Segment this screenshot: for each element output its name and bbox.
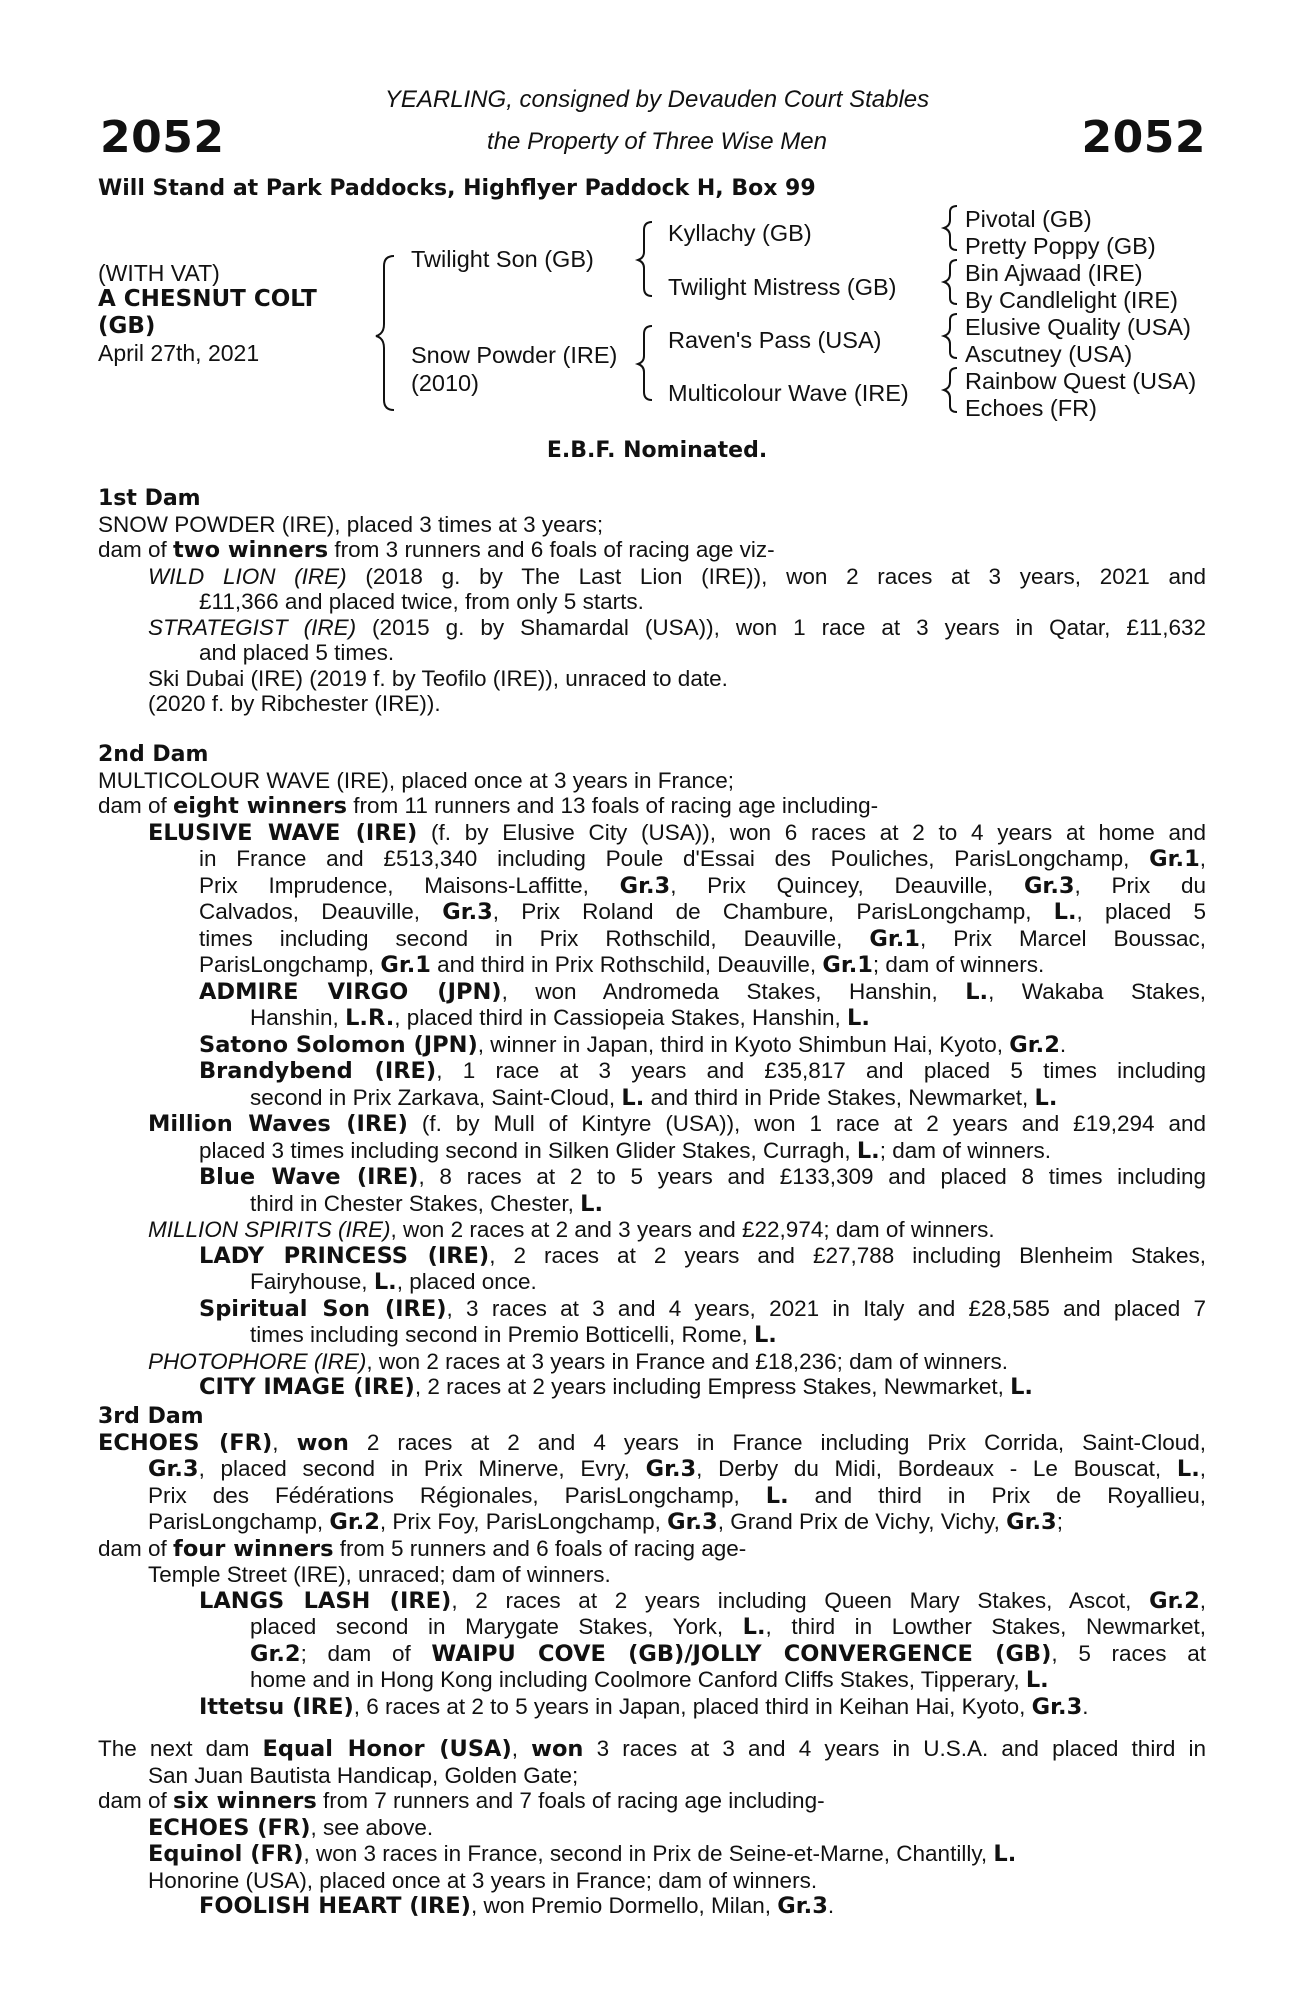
- text-line: [98, 793, 1206, 820]
- text-run: , won Andromeda Stakes, Hanshin,: [501, 978, 966, 1004]
- text-line: [98, 820, 1206, 847]
- text-line: [98, 1243, 1206, 1270]
- text-run: ECHOES (FR): [98, 1429, 273, 1456]
- text-line: [98, 564, 1206, 590]
- text-run: 3 races at 3 and 4 years in U.S.A. and placed third in: [583, 1736, 1206, 1761]
- text-run: Temple Street (IRE), unraced; dam of winners.: [148, 1562, 611, 1587]
- dam: Snow Powder (IRE): [411, 342, 618, 368]
- lot-number-left: 2052: [100, 112, 225, 163]
- text-run: , placed second in Prix Minerve, Evry,: [198, 1456, 646, 1481]
- text-run: , won Premio Dormello, Milan,: [470, 1893, 778, 1918]
- text-run: won: [296, 1429, 349, 1456]
- text-line: [98, 1111, 1206, 1138]
- foaling-date: April 27th, 2021: [98, 340, 260, 366]
- text-run: , 1 race at 3 years and £35,817 and placed 5 times including: [436, 1058, 1206, 1083]
- text-run: L.: [1034, 1084, 1058, 1111]
- text-line: [98, 1349, 1206, 1375]
- second-dam-heading: 2nd Dam: [98, 742, 209, 767]
- consignor-line: YEARLING, consigned by Devauden Court Stables: [384, 86, 930, 113]
- text-run: WAIPU COVE (GB)/JOLLY CONVERGENCE (GB): [431, 1640, 1052, 1667]
- text-run: Satono Solomon (JPN): [199, 1031, 478, 1058]
- text-run: Gr.3: [777, 1893, 828, 1919]
- text-line: [98, 1269, 1206, 1296]
- text-run: L.: [1010, 1374, 1033, 1400]
- text-run: from 11 runners and 13 foals of racing age including-: [347, 793, 879, 818]
- text-run: third in Chester Stakes, Chester,: [250, 1190, 581, 1216]
- sire-sire: Kyllachy (GB): [668, 220, 812, 246]
- text-run: Ittetsu (IRE): [199, 1693, 354, 1720]
- text-line: [98, 1868, 1206, 1894]
- text-run: ADMIRE VIRGO (JPN): [199, 978, 502, 1005]
- text-run: Fairyhouse,: [250, 1269, 374, 1294]
- text-line: [98, 1736, 1206, 1763]
- text-run: L.: [580, 1190, 604, 1217]
- text-line: [98, 537, 1206, 564]
- text-line: [98, 979, 1206, 1006]
- text-run: Gr.3: [619, 872, 671, 899]
- text-line: [98, 873, 1206, 900]
- text-run: FOOLISH HEART (IRE): [199, 1893, 471, 1919]
- text-run: times including second in Prix Rothschild, Deauville,: [199, 925, 870, 951]
- horse-name-country: (GB): [98, 313, 156, 339]
- text-run: L.: [1025, 1667, 1049, 1693]
- text-run: Gr.3: [667, 1509, 718, 1535]
- text-run: Calvados, Deauville,: [199, 899, 443, 924]
- text-run: , 2 races at 2 years including Queen Mary Stakes, Ascot,: [451, 1587, 1150, 1613]
- text-run: L.: [1053, 899, 1077, 925]
- text-run: (2015 g. by Shamardal (USA)), won 1 race at 3 years in Qatar, £11,632: [356, 614, 1206, 640]
- text-run: dam of: [98, 1788, 174, 1813]
- text-line: [98, 691, 1206, 717]
- text-line: [98, 1815, 1206, 1842]
- text-line: [98, 1456, 1206, 1483]
- text-run: , won 2 races at 2 and 3 years and £22,974; dam of winners.: [390, 1217, 995, 1242]
- text-run: L.R.: [345, 1005, 395, 1031]
- text-run: and third in Pride Stakes, Newmarket,: [644, 1084, 1035, 1110]
- text-run: (2020 f. by Ribchester (IRE)).: [148, 691, 441, 716]
- text-run: Gr.2: [329, 1509, 380, 1535]
- text-run: The next dam: [98, 1736, 263, 1761]
- text-run: ,: [1199, 846, 1206, 871]
- text-line: [98, 666, 1206, 692]
- text-line: [98, 1788, 1206, 1815]
- text-run: from 5 runners and 6 foals of racing age-: [333, 1535, 747, 1561]
- third-dam-section: [98, 1404, 1206, 1720]
- text-run: four winners: [173, 1535, 334, 1562]
- text-line: [98, 1005, 1206, 1032]
- text-line: [98, 1562, 1206, 1588]
- text-run: , 8 races at 2 to 5 years and £133,309 and placed 8 times including: [418, 1164, 1206, 1189]
- text-run: Honorine (USA), placed once at 3 years in France; dam of winners.: [148, 1867, 818, 1893]
- text-line: [98, 1763, 1206, 1789]
- first-dam-section: [98, 486, 1206, 717]
- text-run: two winners: [173, 537, 329, 563]
- next-dam-section: [98, 1736, 1206, 1920]
- text-run: .: [1082, 1693, 1089, 1719]
- text-run: , Prix du: [1074, 872, 1206, 898]
- text-line: [98, 1483, 1206, 1510]
- text-line: [98, 512, 1206, 538]
- text-line: [98, 1322, 1206, 1349]
- text-run: ; dam of: [300, 1640, 432, 1666]
- text-line: [98, 846, 1206, 873]
- text-run: CITY IMAGE (IRE): [199, 1374, 415, 1400]
- text-line: [98, 1374, 1206, 1401]
- text-run: and third in Prix de Royallieu,: [788, 1482, 1207, 1508]
- text-run: from 7 runners and 7 foals of racing age including-: [316, 1788, 825, 1813]
- third-dam-heading: 3rd Dam: [98, 1404, 204, 1429]
- text-run: 2 races at 2 and 4 years in France including Prix Corrida, Saint-Cloud,: [348, 1429, 1206, 1455]
- text-run: ParisLongchamp,: [148, 1509, 330, 1534]
- text-run: Gr.1: [380, 952, 431, 978]
- text-line: [98, 1588, 1206, 1615]
- dam-dam: Multicolour Wave (IRE): [668, 380, 909, 406]
- text-run: Gr.3: [645, 1456, 697, 1482]
- text-run: second in Prix Zarkava, Saint-Cloud,: [250, 1084, 622, 1110]
- text-run: , placed third in Cassiopeia Stakes, Hanshin,: [394, 1005, 847, 1030]
- text-line: [98, 1191, 1206, 1218]
- text-run: Million Waves (IRE): [148, 1111, 408, 1137]
- text-run: dam of: [98, 793, 174, 818]
- text-run: , 2 races at 2 years and £27,788 including Blenheim Stakes,: [489, 1242, 1206, 1268]
- text-run: , 5 races at: [1051, 1640, 1206, 1666]
- first-dam-heading: 1st Dam: [98, 486, 201, 511]
- text-line: [98, 1085, 1206, 1112]
- text-line: [98, 640, 1206, 666]
- text-run: L.: [847, 1005, 870, 1031]
- text-run: from 3 runners and 6 foals of racing age viz-: [328, 537, 775, 562]
- property-line: the Property of Three Wise Men: [487, 128, 827, 155]
- text-line: [98, 952, 1206, 979]
- text-run: ; dam of winners.: [872, 952, 1045, 977]
- text-run: , Prix Roland de Chambure, ParisLongchamp,: [492, 899, 1054, 924]
- text-run: , winner in Japan, third in Kyoto Shimbun Hai, Kyoto,: [477, 1031, 1010, 1057]
- text-run: L.: [765, 1482, 789, 1509]
- text-run: , 6 races at 2 to 5 years in Japan, placed third in Keihan Hai, Kyoto,: [353, 1693, 1032, 1719]
- text-line: [98, 1058, 1206, 1085]
- text-run: Spiritual Son (IRE): [199, 1295, 447, 1322]
- ancestor-g3: Bin Ajwaad (IRE): [965, 260, 1143, 286]
- text-run: MILLION SPIRITS (IRE): [148, 1217, 391, 1242]
- ancestor-g5: Elusive Quality (USA): [965, 314, 1191, 340]
- text-run: , won 2 races at 3 years in France and £18,236; dam of winners.: [366, 1348, 1008, 1374]
- text-run: Prix des Fédérations Régionales, ParisLongchamp,: [148, 1482, 766, 1508]
- text-run: L.: [753, 1322, 777, 1348]
- text-run: won: [531, 1736, 584, 1762]
- text-run: , Derby du Midi, Bordeaux - Le Bouscat,: [696, 1456, 1177, 1481]
- text-run: , placed once.: [396, 1269, 537, 1294]
- dam-year: (2010): [411, 370, 479, 396]
- text-run: dam of: [98, 1535, 174, 1561]
- text-run: Gr.3: [1023, 872, 1075, 899]
- text-run: L.: [856, 1137, 880, 1164]
- text-line: [98, 1164, 1206, 1191]
- text-run: WILD LION (IRE): [148, 563, 347, 589]
- text-run: six winners: [173, 1788, 317, 1814]
- text-run: home and in Hong Kong including Coolmore Canford Cliffs Stakes, Tipperary,: [250, 1667, 1026, 1692]
- text-run: Gr.3: [148, 1456, 199, 1482]
- text-run: MULTICOLOUR WAVE (IRE), placed once at 3 years in France;: [98, 767, 735, 793]
- text-line: [98, 1430, 1206, 1457]
- text-run: San Juan Bautista Handicap, Golden Gate;: [148, 1762, 579, 1788]
- text-run: , see above.: [310, 1814, 434, 1840]
- text-run: Gr.3: [442, 899, 493, 925]
- text-run: eight winners: [173, 793, 348, 819]
- text-line: [98, 1032, 1206, 1059]
- text-run: Prix Imprudence, Maisons-Laffitte,: [199, 872, 620, 898]
- text-run: ; dam of winners.: [879, 1137, 1052, 1163]
- ebf-note: E.B.F. Nominated.: [546, 438, 768, 463]
- text-run: L.: [742, 1614, 766, 1640]
- text-run: , won 3 races in France, second in Prix de Seine-et-Marne, Chantilly,: [303, 1841, 994, 1866]
- text-run: placed second in Marygate Stakes, York,: [250, 1614, 743, 1639]
- text-line: [98, 1641, 1206, 1668]
- text-run: (2018 g. by The Last Lion (IRE)), won 2 races at 3 years, 2021 and: [346, 563, 1207, 589]
- sire: Twilight Son (GB): [411, 246, 594, 272]
- text-line: [98, 1667, 1206, 1694]
- text-line: [98, 1841, 1206, 1868]
- text-run: L.: [621, 1084, 645, 1111]
- text-line: [98, 926, 1206, 953]
- text-line: [98, 615, 1206, 641]
- text-run: placed 3 times including second in Silken Glider Stakes, Curragh,: [199, 1137, 857, 1163]
- text-line: [98, 1509, 1206, 1536]
- text-run: ;: [1056, 1509, 1063, 1534]
- text-run: ECHOES (FR): [148, 1814, 311, 1841]
- text-run: L.: [373, 1269, 397, 1295]
- dam-sire: Raven's Pass (USA): [668, 327, 882, 353]
- text-run: and third in Prix Rothschild, Deauville,: [430, 952, 823, 977]
- text-run: , Prix Foy, ParisLongchamp,: [379, 1509, 668, 1534]
- text-run: (f. by Elusive City (USA)), won 6 races at 2 to 4 years at home and: [417, 819, 1206, 845]
- text-run: ,: [1199, 1587, 1206, 1613]
- second-dam-section: [98, 742, 1206, 1401]
- stand-location: Will Stand at Park Paddocks, Highflyer Paddock H, Box 99: [98, 176, 816, 201]
- text-run: L.: [1176, 1456, 1200, 1482]
- text-run: , Prix Marcel Boussac,: [919, 925, 1206, 951]
- text-run: , 3 races at 3 and 4 years, 2021 in Italy and £28,585 and placed 7: [446, 1295, 1207, 1321]
- text-run: Gr.3: [1006, 1509, 1057, 1535]
- ancestor-g4: By Candlelight (IRE): [965, 287, 1178, 313]
- text-line: [98, 1536, 1206, 1563]
- text-run: ,: [511, 1736, 532, 1761]
- text-run: Equinol (FR): [148, 1841, 304, 1867]
- text-run: , Prix Quincey, Deauville,: [670, 872, 1024, 898]
- text-run: Gr.2: [1149, 1587, 1200, 1614]
- text-run: SNOW POWDER (IRE), placed 3 times at 3 years;: [98, 511, 604, 537]
- ancestor-g1: Pivotal (GB): [965, 206, 1092, 232]
- text-run: ELUSIVE WAVE (IRE): [148, 819, 418, 846]
- text-run: Gr.2: [250, 1640, 301, 1667]
- text-run: , placed 5: [1076, 899, 1206, 924]
- text-line: [98, 768, 1206, 794]
- text-run: dam of: [98, 537, 174, 562]
- ancestor-g8: Echoes (FR): [965, 395, 1097, 421]
- text-line: [98, 1138, 1206, 1165]
- sire-dam: Twilight Mistress (GB): [668, 274, 897, 300]
- vat-note: (WITH VAT): [98, 260, 220, 286]
- text-run: PHOTOPHORE (IRE): [148, 1348, 367, 1374]
- text-run: , Wakaba Stakes,: [988, 978, 1206, 1004]
- text-run: £11,366 and placed twice, from only 5 starts.: [199, 589, 644, 614]
- text-run: L.: [965, 978, 989, 1005]
- text-run: Gr.2: [1009, 1031, 1060, 1058]
- lot-number-right: 2052: [1081, 112, 1206, 163]
- text-run: .: [827, 1893, 835, 1918]
- text-line: [98, 589, 1206, 615]
- text-run: Gr.1: [869, 925, 920, 952]
- text-run: .: [1059, 1031, 1067, 1057]
- text-run: in France and £513,340 including Poule d'Essai des Pouliches, ParisLongchamp,: [199, 846, 1150, 871]
- text-line: [98, 899, 1206, 926]
- text-run: , Grand Prix de Vichy, Vichy,: [717, 1509, 1007, 1534]
- text-run: , 2 races at 2 years including Empress Stakes, Newmarket,: [414, 1374, 1011, 1399]
- text-line: [98, 1296, 1206, 1323]
- text-run: Gr.1: [1149, 846, 1200, 872]
- ancestor-g7: Rainbow Quest (USA): [965, 368, 1197, 394]
- text-run: Hanshin,: [250, 1005, 346, 1030]
- text-run: Brandybend (IRE): [199, 1058, 437, 1084]
- text-run: times including second in Premio Botticelli, Rome,: [250, 1322, 754, 1347]
- text-run: Blue Wave (IRE): [199, 1164, 419, 1190]
- text-run: , third in Lowther Stakes, Newmarket,: [765, 1614, 1206, 1639]
- text-run: Gr.1: [822, 952, 873, 978]
- text-run: Ski Dubai (IRE) (2019 f. by Teofilo (IRE)), unraced to date.: [148, 665, 728, 691]
- text-run: LANGS LASH (IRE): [199, 1587, 452, 1614]
- text-line: [98, 1614, 1206, 1641]
- text-line: [98, 1694, 1206, 1721]
- text-run: L.: [993, 1841, 1017, 1867]
- text-run: Gr.3: [1031, 1693, 1083, 1720]
- horse-name: A CHESNUT COLT: [98, 286, 317, 312]
- text-run: Equal Honor (USA): [262, 1736, 512, 1762]
- text-run: and placed 5 times.: [199, 640, 395, 665]
- text-run: (f. by Mull of Kintyre (USA)), won 1 race at 2 years and £19,294 and: [407, 1111, 1206, 1136]
- text-run: LADY PRINCESS (IRE): [199, 1242, 490, 1269]
- ancestor-g2: Pretty Poppy (GB): [965, 233, 1156, 259]
- text-run: ,: [1199, 1456, 1207, 1481]
- text-line: [98, 1893, 1206, 1920]
- ancestor-g6: Ascutney (USA): [965, 341, 1133, 367]
- text-line: [98, 1217, 1206, 1243]
- text-run: STRATEGIST (IRE): [148, 614, 357, 640]
- text-run: ParisLongchamp,: [199, 952, 381, 977]
- text-run: ,: [272, 1429, 297, 1455]
